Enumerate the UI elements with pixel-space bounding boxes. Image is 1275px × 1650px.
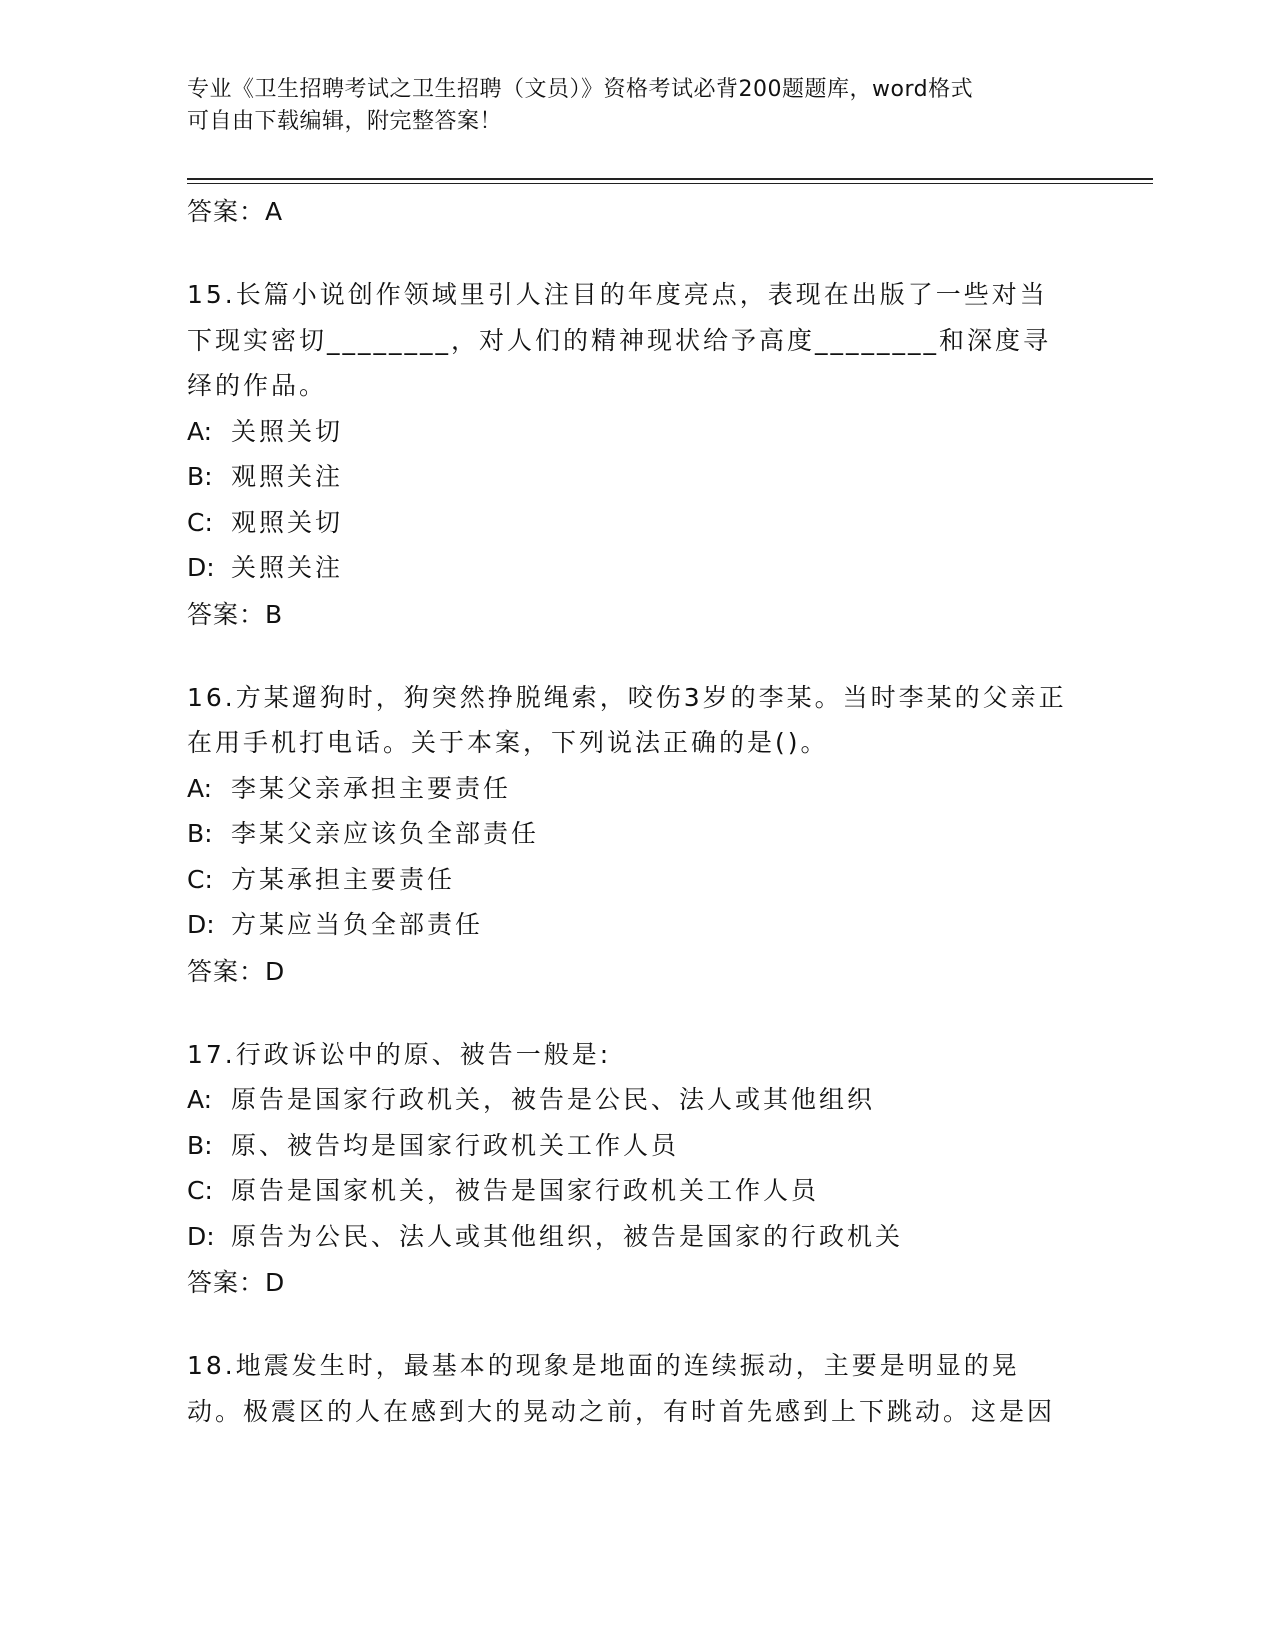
- option-c: [187, 857, 1087, 903]
- option-key: A:: [187, 773, 213, 803]
- option-text: 方某应当负全部责任: [231, 910, 484, 939]
- option-key: D:: [187, 1221, 215, 1251]
- header-title-line-2: 可自由下载编辑，附完整答案！: [187, 109, 503, 134]
- question-stem: 16.方某遛狗时，狗突然挣脱绳索，咬伤3岁的李某。当时李某的父亲正在用手机打电话。关于本案，下列说法正确的是()。: [187, 682, 1067, 757]
- option-b: [187, 811, 1087, 857]
- option-a: [187, 766, 1087, 812]
- question-16: [187, 675, 1087, 996]
- option-key: C:: [187, 507, 213, 537]
- answer-label: 答案：D: [187, 956, 286, 986]
- question-stem: 15.长篇小说创作领域里引人注目的年度亮点，表现在出版了一些对当下现实密切________，对人们的精神现状给予高度________和深度寻绎的作品。: [187, 280, 1052, 400]
- question-17: [187, 1032, 1087, 1308]
- option-key: C:: [187, 1176, 213, 1205]
- option-d: [187, 545, 1087, 591]
- option-key: A:: [187, 416, 213, 446]
- option-key: B:: [187, 462, 213, 491]
- option-c: [187, 1168, 1087, 1214]
- option-text: 原告是国家机关，被告是国家行政机关工作人员: [231, 1176, 820, 1205]
- option-key: B:: [187, 1130, 213, 1160]
- header-divider: [187, 178, 1153, 180]
- option-text: 方某承担主要责任: [231, 864, 456, 894]
- question-stem: 18.地震发生时，最基本的现象是地面的连续振动，主要是明显的晃动。极震区的人在感到大的晃动之前，有时首先感到上下跳动。这是因: [187, 1351, 1056, 1426]
- option-text: 关照关注: [231, 553, 344, 582]
- answer-label: 答案：D: [187, 1268, 286, 1297]
- option-b: [187, 454, 1087, 500]
- header-divider-thin: [187, 183, 1153, 184]
- answer-label: 答案：B: [187, 599, 284, 629]
- option-key: B:: [187, 819, 213, 848]
- answer-label: 答案：A: [187, 197, 284, 226]
- question-list: [187, 188, 1087, 1470]
- option-key: C:: [187, 864, 213, 894]
- page-header: [187, 74, 1067, 138]
- option-a: [187, 1077, 1087, 1123]
- option-b: [187, 1123, 1087, 1169]
- option-d: [187, 902, 1087, 948]
- header-title-line-1: 专业《卫生招聘考试之卫生招聘（文员）》资格考试必背200题题库，word格式: [187, 77, 974, 102]
- option-text: 原告为公民、法人或其他组织，被告是国家的行政机关: [231, 1221, 904, 1251]
- option-text: 原告是国家行政机关，被告是公民、法人或其他组织: [231, 1085, 876, 1114]
- option-text: 观照关切: [231, 507, 344, 537]
- question-18: [187, 1343, 1087, 1434]
- option-a: [187, 409, 1087, 455]
- option-text: 原、被告均是国家行政机关工作人员: [231, 1130, 680, 1160]
- question-stem: 17.行政诉讼中的原、被告一般是:: [187, 1039, 612, 1069]
- option-key: D:: [187, 553, 215, 582]
- option-key: D:: [187, 910, 215, 939]
- option-text: 李某父亲应该负全部责任: [231, 819, 540, 848]
- option-c: [187, 500, 1087, 546]
- option-key: A:: [187, 1085, 213, 1114]
- question-15: [187, 272, 1087, 639]
- option-text: 关照关切: [231, 416, 344, 446]
- option-text: 李某父亲承担主要责任: [231, 773, 512, 803]
- option-d: [187, 1214, 1087, 1260]
- option-text: 观照关注: [231, 462, 344, 491]
